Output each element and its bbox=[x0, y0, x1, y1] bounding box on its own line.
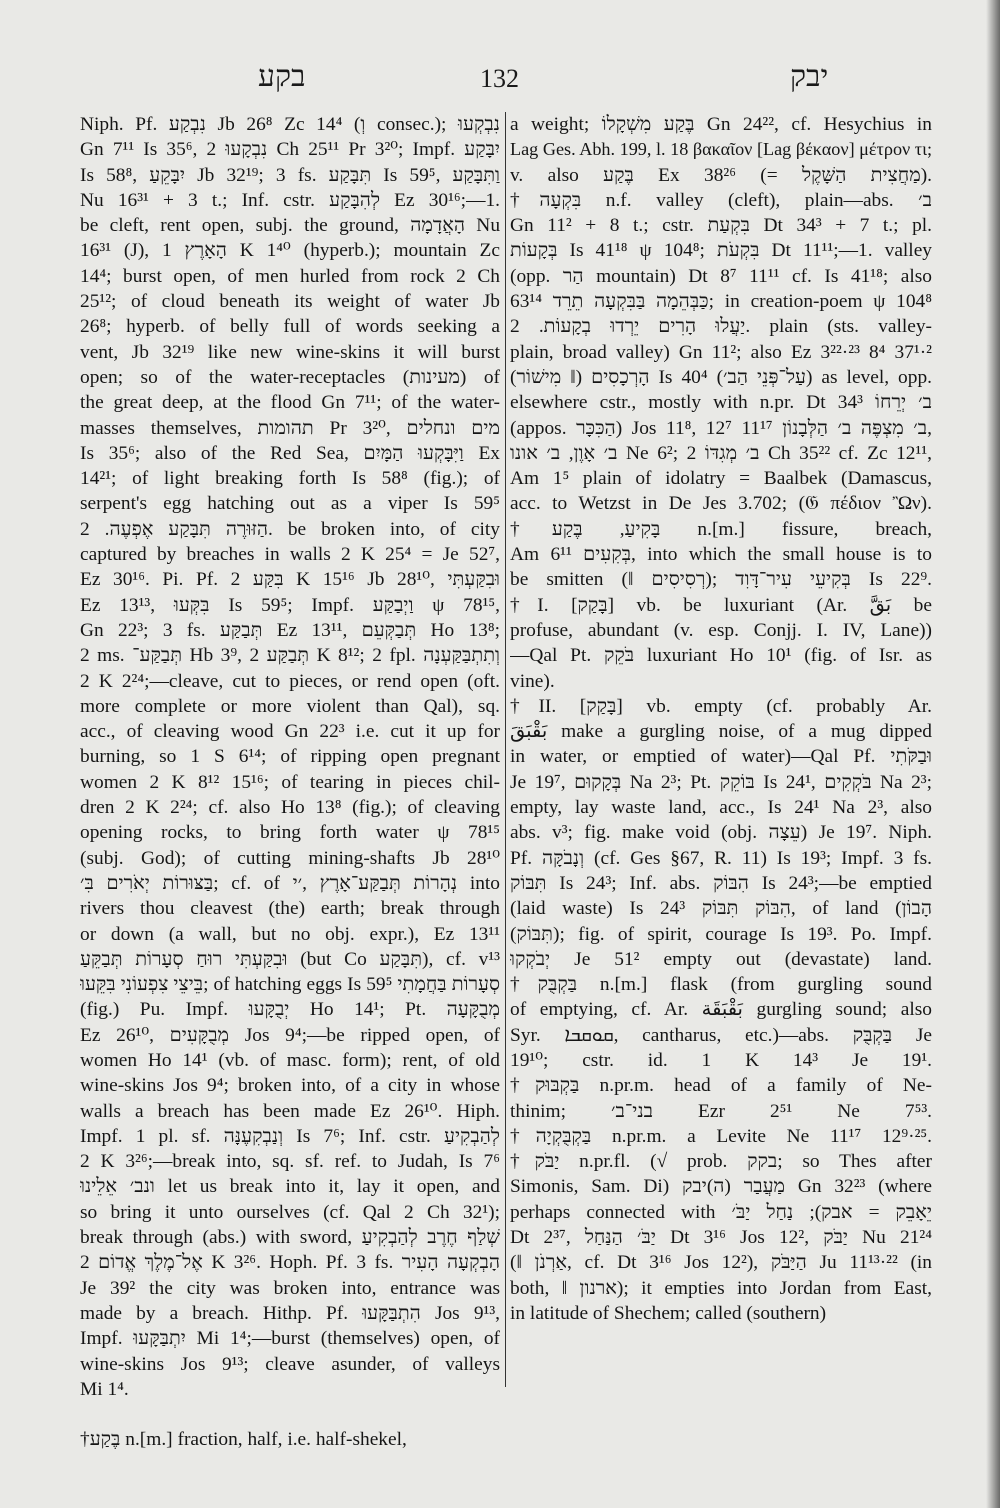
text-line: women Ho 14¹ (vb. of masc. form); rent, of old bbox=[80, 1049, 500, 1071]
text-line: Syr. ܩܘܩܒܐ, cantharus, etc.)—abs. בַּקְבֻּק Je bbox=[510, 1024, 932, 1046]
text-line: wine-skins Jos 9⁴; broken into, of a city in whose bbox=[80, 1075, 500, 1097]
text-line: 2 K 2²⁴;—cleave, cut to pieces, or rend open (oft. bbox=[80, 670, 500, 692]
text-line: of emptying, cf. Ar. بَقْبَقَة gurgling sound; also bbox=[510, 999, 932, 1021]
text-line: be smitten (‖ רְסִיסִים); בְּקִיעֵי עִיר־דָּוִד Is 22⁹. bbox=[510, 569, 932, 591]
running-head-right: יבק bbox=[790, 60, 829, 93]
text-line: be cleft, rent open, subj. the ground, הָאֲדָמָה Nu bbox=[80, 215, 500, 237]
text-line: thinim; בני־ב׳ Ezr 2⁵¹ Ne 7⁵³. bbox=[510, 1100, 932, 1122]
text-line: 25¹²; of cloud beneath its weight of water Jb bbox=[80, 291, 500, 313]
text-line: Ez 13¹³, בִּקְּעוּ Is 59⁵; Impf. וַיְבַקַּע ψ 78¹⁵, bbox=[80, 594, 500, 616]
text-line: so bring it unto ourselves (cf. Qal 2 Ch 32¹); bbox=[80, 1201, 500, 1223]
text-line: masses themselves, תהומות Pr 3²⁰, מים ונחלים bbox=[80, 417, 500, 439]
text-line: in water, or emptied of water)—Qal Pf. וּבַקֹּתִי bbox=[510, 746, 932, 768]
text-line: †בַּקְבּוּק n.pr.m. head of a family of Ne- bbox=[510, 1075, 932, 1097]
text-line: 16³¹ (J), הָאָרֶץ 1 K 1⁴⁰ (hyperb.); mountain Zc bbox=[80, 240, 500, 262]
text-line: (מִישׁוֹר ‖) הָרְכָסִים Is 40⁴ (עַל־פְּנֵי הַב׳) as level, opp. bbox=[510, 366, 932, 388]
text-line: in latitude of Shechem; called (southern) bbox=[510, 1302, 827, 1324]
text-line: 2 K 3²⁶;—break into, sq. sf. ref. to Judah, Is 7⁶ bbox=[80, 1151, 500, 1173]
text-line: Impf. יִתְבַּקָּעוּ Mi 1⁴;—burst (themselves) open, of bbox=[80, 1328, 500, 1350]
text-line: plain, broad valley) Gn 11²; also Ez 3²²·²³ 8⁴ 37¹·² bbox=[510, 341, 932, 363]
text-line: Niph. Pf. נִבְקַע Jb 26⁸ Zc 14⁴ (וְ consec.); נִבְקְעוּ bbox=[80, 114, 500, 135]
text-line: 19¹⁰; cstr. id. 1 K 14³ Je 19¹. bbox=[510, 1049, 932, 1071]
text-line: יַעֲלוּ הָרִים יֵרְדוּ בְקָעוֹת. 2. plain (sts. valley- bbox=[510, 316, 932, 338]
text-line: wine-skins Jos 9¹³; cleave asunder, of valleys bbox=[80, 1353, 500, 1375]
text-line: Impf. 1 pl. sf. וְנַבְקִעֶנָּה Is 7⁶; Inf. cstr. לְהַבְקִיעַ bbox=[80, 1125, 500, 1147]
text-line: Gn 7¹¹ Is 35⁶, נִבְקָעוּ 2 Ch 25¹¹ Pr 3²⁰; Impf. יִבָּקַע bbox=[80, 139, 500, 161]
text-line: open; so of the water-receptacles (מעינות) of bbox=[80, 366, 500, 388]
text-line: profuse, abundant (v. esp. Conjj. I. IV, Lane)) bbox=[510, 619, 932, 641]
text-line: אֶל־מֶלֶךְ אֱדוֹם 2 K 3²⁶. Hoph. Pf. 3 fs. הָבְקְעָה הָעִיר bbox=[80, 1252, 500, 1274]
text-line: vent, Jb 32¹⁹ like new wine-skins it will burst bbox=[80, 341, 500, 363]
text-line: (subj. God); of cutting mining-shafts Jb 28¹⁰ bbox=[80, 847, 500, 869]
text-line: abs. v³; fig. make void (obj. עֵצָה) Je 19⁷. Niph. bbox=[510, 822, 932, 844]
text-line: captured by breaches in walls 2 K 25⁴ = Je 52⁷, bbox=[80, 544, 500, 566]
text-line: Dt 2³⁷, יַבֹּ׳ הַנַּחַל Dt 3¹⁶ Jos 12², יַבֹּק Nu 21²⁴ bbox=[510, 1227, 932, 1249]
text-line: Is 35⁶; also of the Red Sea, וַיִּבָּקְעוּ הַמָּיִם Ex bbox=[80, 442, 500, 464]
text-line: 14⁴; burst open, of men hurled from rock 2 Ch bbox=[80, 265, 500, 287]
text-line: perhaps connected with יֵאָבֵק = אבק); נַחַל יַבֹּ׳ bbox=[510, 1201, 932, 1223]
running-head-left: בקע bbox=[258, 60, 306, 93]
text-line: (appos. הַכִּכָּר) Jos 11⁸, ב׳ מִצְפֶּה ב׳ הַלְּבָנוֹן 11¹⁷ 12⁷, bbox=[510, 417, 932, 439]
text-line: Am 1⁵ plain of idolatry = Baalbek (Damascus, bbox=[510, 468, 932, 490]
text-line: more complete or more violent than Qal), sq. bbox=[80, 695, 500, 717]
text-line: בְּקָעוֹת Is 41¹⁸ ψ 104⁸; בִּקְעֹת Dt 11¹¹;—1. valley bbox=[510, 240, 932, 262]
text-line: †בֶּקַע n.[m.] fraction, half, i.e. half-shekel, bbox=[80, 1429, 407, 1451]
text-line: 63¹⁴ כַּבְּהֵמָה בַּבִּקְעָה תֵרֵד; in creation-poem ψ 104⁸ bbox=[510, 291, 932, 313]
text-line: women 2 K 8¹² 15¹⁶; of tearing in pieces chil- bbox=[80, 771, 500, 793]
text-line: Lag Ges. Abh. 199, l. 18 βακαῖον [Lag βέκαον] μέτρον τι; bbox=[510, 139, 932, 160]
text-line: Ez 26¹⁰, מְבֻקָּעִים Jos 9⁴;—be ripped open, of bbox=[80, 1024, 500, 1046]
text-line: opening rocks, to bring forth water ψ 78¹⁵ bbox=[80, 822, 500, 844]
text-line: Is 58⁸, יִבָּקֵעַ Jb 32¹⁹; 3 fs. תִּבָּקַע Is 59⁵, וַתִּבָּקַע bbox=[80, 164, 500, 186]
text-line: בַּצּוּרוֹת יְאֹרִים בִּ׳; cf. of נְהָרוֹת תְּבַקַּע־אָרֶץ ,׳י into bbox=[80, 872, 500, 894]
text-line: serpent's egg hatching out as a viper Is 59⁵ bbox=[80, 493, 500, 515]
text-line: †II. [בָּקַק] vb. empty (cf. probably Ar. bbox=[510, 695, 932, 717]
text-line: or down (a wall, but no obj. expr.), Ez 13¹¹ bbox=[80, 923, 500, 945]
text-line: a weight; בֶּקַע מִשְׁקָלוֹ Gn 24²², cf. Hesychius in bbox=[510, 114, 932, 135]
text-line: (laid waste) Is 24³ הִבּוֹק תִּבּוֹק, of land (הָבוֹן bbox=[510, 898, 932, 920]
text-line: acc., of cleaving wood Gn 22³ i.e. cut it up for bbox=[80, 721, 500, 743]
text-line bbox=[80, 1402, 500, 1427]
text-line: burning, so 1 S 6¹⁴; of ripping open pregnant bbox=[80, 746, 500, 768]
text-line: ונב׳ אֵלֵינוּ let us break into it, lay it open, and bbox=[80, 1176, 500, 1198]
text-line: Gn 22³; 3 fs. תְּבַקַּע Ez 13¹¹, תְּבַקְּעֵם Ho 13⁸; bbox=[80, 619, 500, 641]
text-line: (תִּבּוֹק); fig. of spirit, courage Is 19³. Po. Impf. bbox=[510, 923, 932, 945]
text-line: empty, lay waste land, acc., Is 24¹ Na 2³, also bbox=[510, 797, 932, 819]
text-line: הַזּוּרֶה תִּבָּקַע אֶפְעֶה. 2. be broken into, of city bbox=[80, 518, 500, 540]
text-line: v. also בֶּקַע Ex 38²⁶ (= מַחֲצִית הַשָּׁקֶל). bbox=[510, 164, 932, 186]
text-line: rivers thou cleavest (the) earth; break through bbox=[80, 898, 500, 920]
text-line: (opp. הַר mountain) Dt 8⁷ 11¹¹ cf. Is 41¹⁸; also bbox=[510, 265, 932, 287]
text-line: יְבֹקְקוּ Je 51² empty out (devastate) land. bbox=[510, 948, 932, 970]
text-line: Pf. וְנָבֹקָּה (cf. Ges §67, R. 11) Is 19³; Impf. 3 fs. bbox=[510, 847, 932, 869]
text-line: Mi 1⁴. bbox=[80, 1378, 129, 1400]
text-line: —Qal Pt. בֹּקֵק luxuriant Ho 10¹ (fig. of Isr. as bbox=[510, 645, 932, 667]
text-line: †בִּקְעָה n.f. valley (cleft), plain—abs. ב׳ bbox=[510, 189, 932, 211]
text-line: both, ‖ ארנון); it empties into Jordan from East, bbox=[510, 1277, 932, 1299]
text-line: †בָּקִיעַ, בֶּקַע n.[m.] fissure, breach, bbox=[510, 518, 932, 540]
text-line: Je 39² the city was broken into, entrance was bbox=[80, 1277, 500, 1299]
text-line: the great deep, at the flood Gn 7¹¹; of the water- bbox=[80, 392, 500, 414]
text-line: ב׳ אָוֶן, ב׳ אונו Ne 6²; ב׳ מְגִדּוֹ 2 Ch 35²² cf. Zc 12¹¹, bbox=[510, 442, 932, 464]
text-line: vine). bbox=[510, 670, 555, 692]
text-line: †בַּקְבֻּקְיָה n.pr.m. a Levite Ne 11¹⁷ 12⁹·²⁵. bbox=[510, 1125, 932, 1147]
text-line: בֵּיצֵי צִפְעוֹנִי בִּקֵּעוּ; of hatching eggs Is 59⁵ סְעָרוֹת בַּחֲמָתִי bbox=[80, 974, 500, 996]
text-line: (fig.) Pu. Impf. יְבֻקָּעוּ Ho 14¹; Pt. מְבֻקָּעָה bbox=[80, 999, 500, 1021]
page-number: 132 bbox=[480, 64, 519, 93]
text-line: וּבִקַּעְתִּי רוּחַ סְעָרוֹת תְּבַקֵּעַ (but Co תִּבָּקַע), cf. v¹³ bbox=[80, 948, 500, 970]
text-line: תִּבּוֹק Is 24³; Inf. abs. הִבּוֹק Is 24³;—be emptied bbox=[510, 872, 932, 894]
text-line: break through (abs.) with sword, שְׁלַף חֶרֶב לְהַבְקִיעַ bbox=[80, 1227, 500, 1249]
text-line: made by a breach. Hithp. Pf. הִתְבַּקָּעוּ Jos 9¹³, bbox=[80, 1302, 500, 1324]
right-column bbox=[510, 112, 932, 1326]
text-line: Simonis, Sam. Di) מַעֲבַר (ה)יבק Gn 32²³ (where bbox=[510, 1176, 932, 1198]
text-line: Je 19⁷, בְּקָקוּם Na 2³; Pt. בּוֹקֵק Is 24¹, בֹּקְקִים Na 2³; bbox=[510, 771, 932, 793]
text-line: 14²¹; of light breaking forth Is 58⁸ (fig.); of bbox=[80, 468, 500, 490]
text-line: Gn 11² + 8 t.; cstr. בִּקְעַת Dt 34³ + 7 t.; pl. bbox=[510, 215, 932, 237]
text-line: 26⁸; hyperb. of belly full of words seeking a bbox=[80, 316, 500, 338]
text-line: acc. to Wetzst in De Jes 3.702; (𝔊 πέδιον Ὢν). bbox=[510, 493, 932, 515]
text-line: †בַּקְבֻּק n.[m.] flask (from gurgling sound bbox=[510, 974, 932, 996]
text-line: Am 6¹¹ בְּקִעִים, into which the small house is to bbox=[510, 544, 932, 566]
text-line: 2 ms. תְּבַקַּע־ Hb 3⁹, תְּבַקַּע 2 K 8¹²; 2 fpl. וְתִתְבַּקַּעְנָה bbox=[80, 645, 500, 667]
text-line: Nu 16³¹ + 3 t.; Inf. cstr. לְהִבָּקַע Ez 30¹⁶;—1. bbox=[80, 189, 500, 211]
text-line: (‖ אַרְנֹן, cf. Dt 3¹⁶ Jos 12²), הַיַּבֹּק Ju 11¹³·²² (in bbox=[510, 1252, 932, 1274]
text-line: بَقْبَقَ make a gurgling noise, of a mug dipped bbox=[510, 721, 932, 743]
left-column bbox=[80, 112, 500, 1453]
column-divider bbox=[505, 112, 506, 1387]
text-line: †יַבֹּק n.pr.fl. (√ prob. בקק; so Thes after bbox=[510, 1151, 932, 1173]
text-line: †I. [בָּקַק] vb. be luxuriant (Ar. بَقَّ be bbox=[510, 594, 932, 616]
text-line: Ez 30¹⁶. Pi. Pf. בִּקַּע 2 K 15¹⁶ Jb 28¹⁰, וּבִקַּעְתִּי bbox=[80, 569, 500, 591]
text-line: dren 2 K 2²⁴; cf. also Ho 13⁸ (fig.); of cleaving bbox=[80, 797, 500, 819]
text-line: elsewhere cstr., mostly with n.pr. Dt 34³ ב׳ יְרֵחוֹ bbox=[510, 392, 932, 414]
text-line: walls a breach has been made Ez 26¹⁰. Hiph. bbox=[80, 1100, 500, 1122]
